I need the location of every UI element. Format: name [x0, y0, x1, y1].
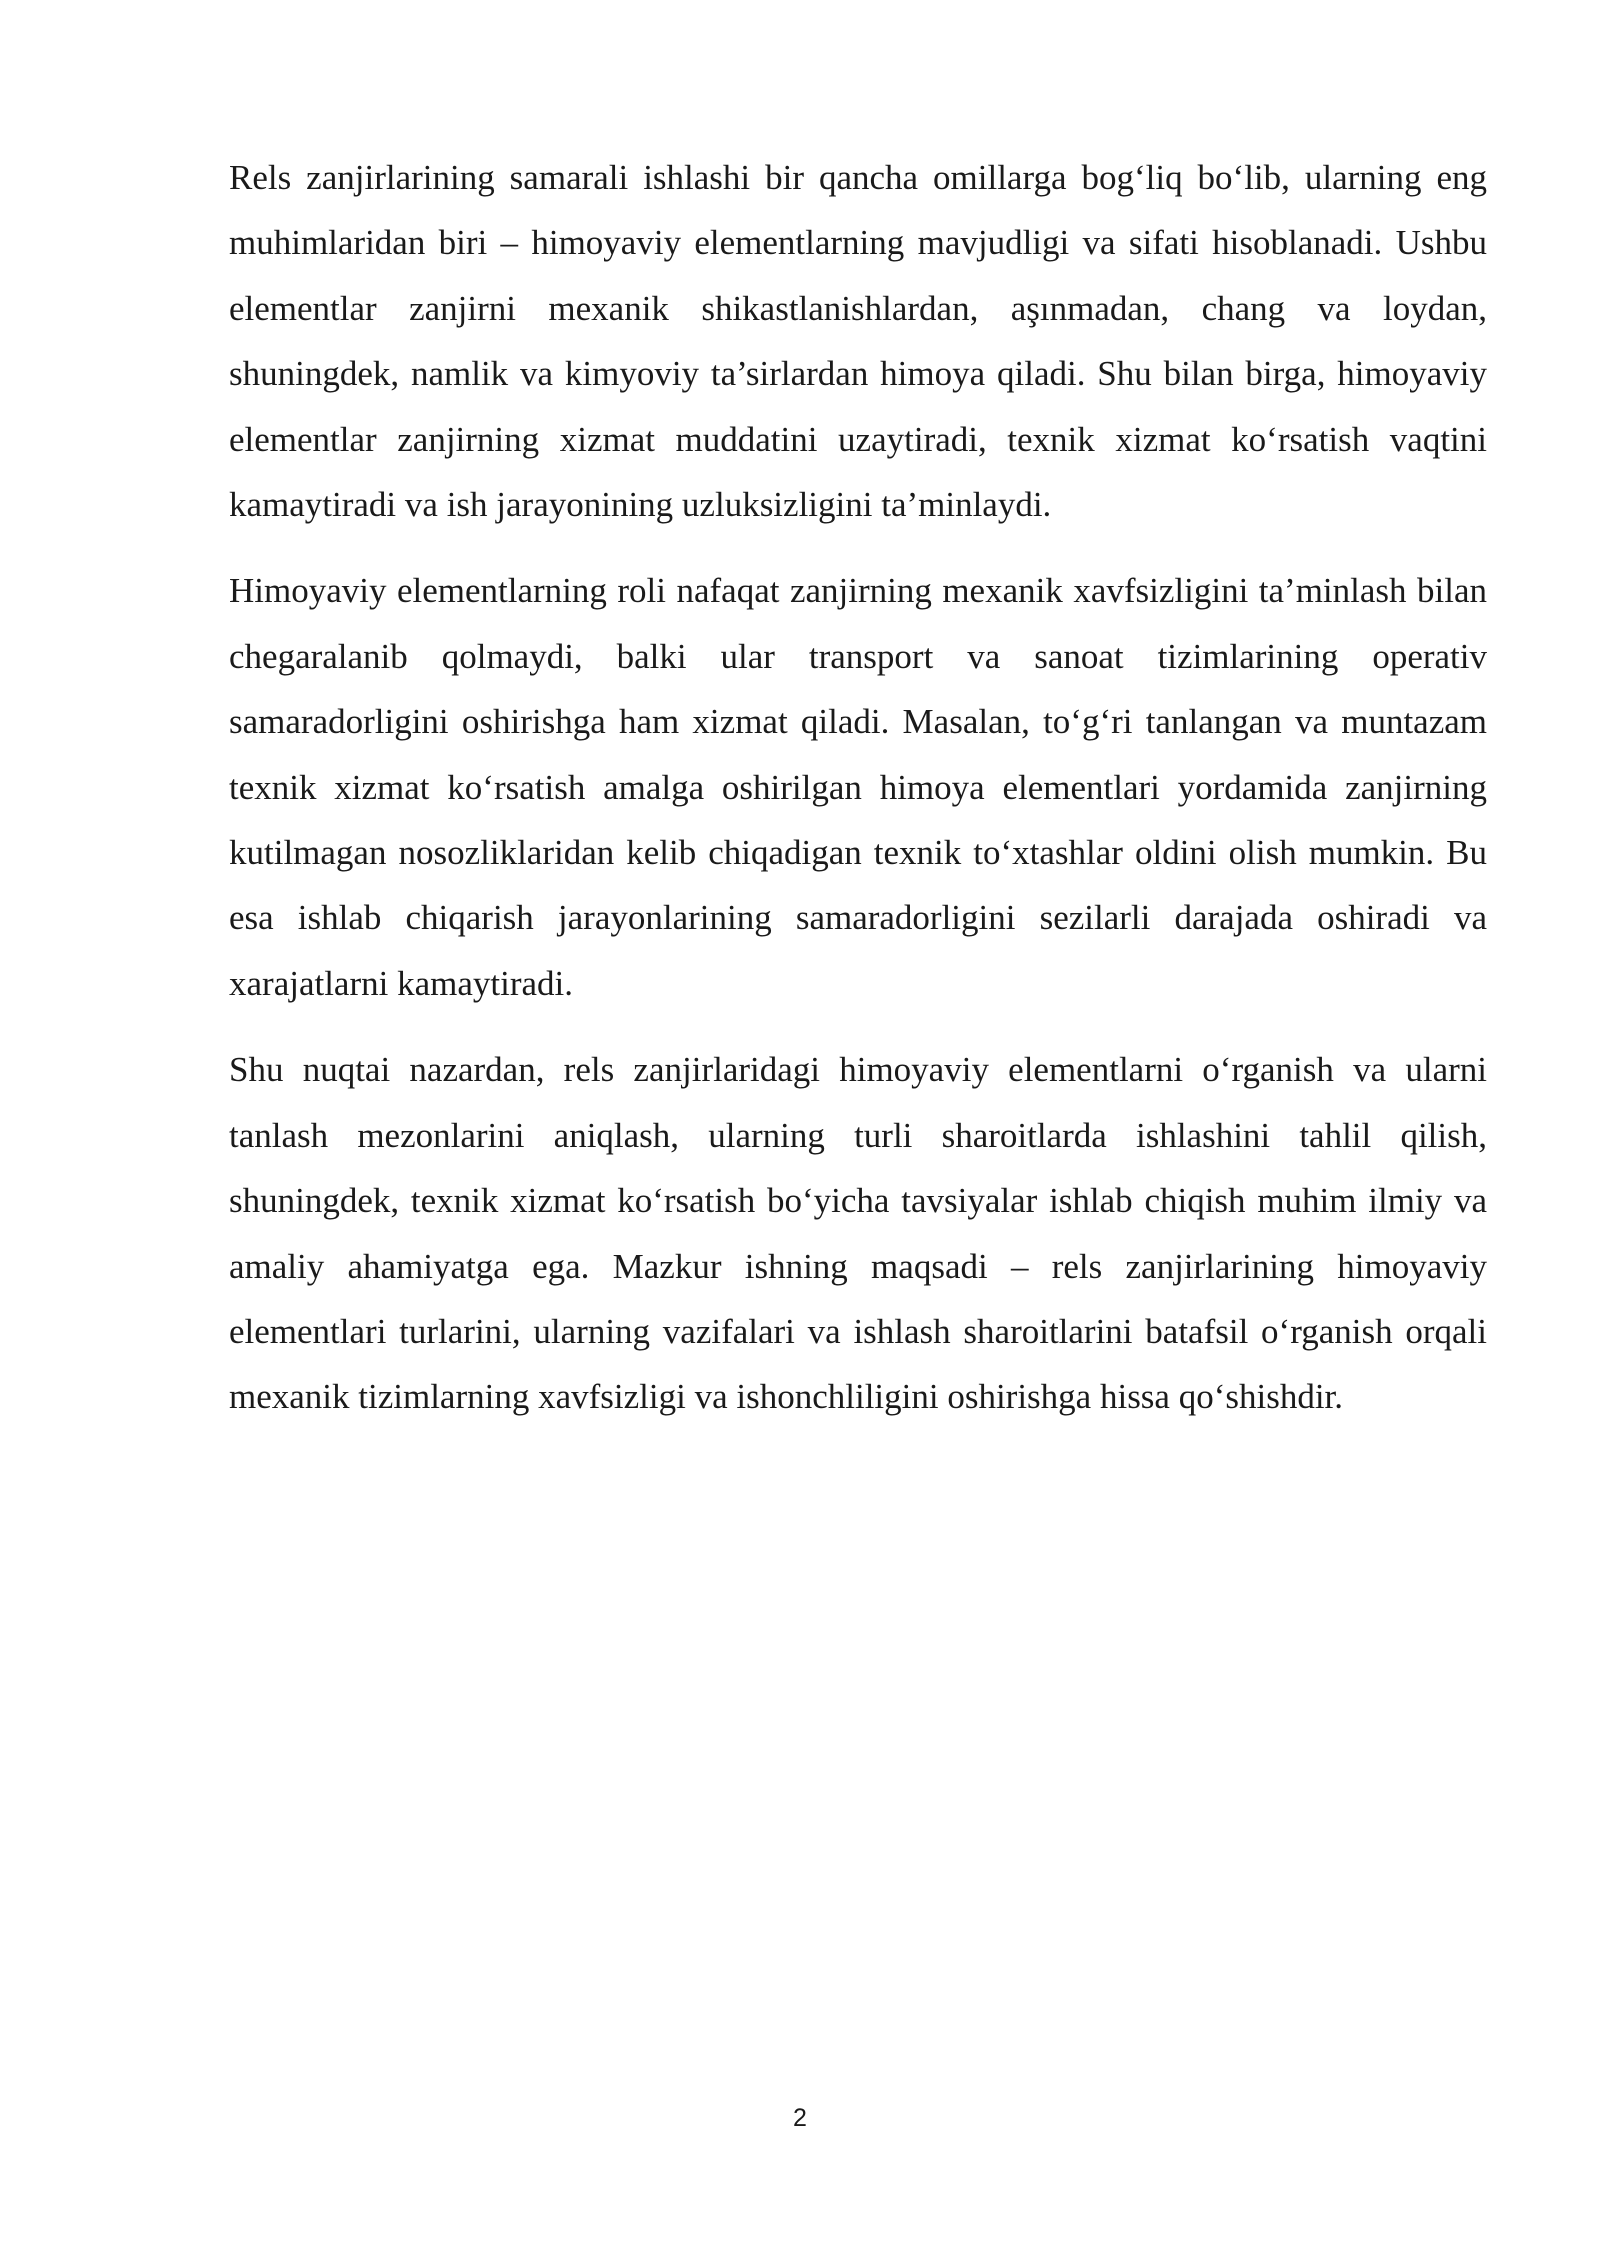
- page-number: 2: [793, 2104, 807, 2132]
- paragraph-3: Shu nuqtai nazardan, rels zanjirlaridagi himoyaviy elementlarni oʻrganish va ularni tanlash mezonlarini aniqlash, ularning turli sharoitlarda ishlashini tahlil qilish, shuningdek, texnik xizmat koʻrsatish boʻyicha tavsiyalar ishlab chiqish muhim ilmiy va amaliy ahamiyatga ega. Mazkur ishning maqsadi – rels zanjirlarining himoyaviy elementlari turlarini, ularning vazifalari va ishlash sharoitlarini batafsil oʻrganish orqali mexanik tizimlarning xavfsizligi va ishonchliligini oshirishga hissa qoʻshishdir.: [229, 1050, 1487, 1417]
- paragraph-2: Himoyaviy elementlarning roli nafaqat zanjirning mexanik xavfsizligini ta’minlash bilan chegaralanib qolmaydi, balki ular transport va sanoat tizimlarining operativ samaradorligini oshirishga ham xizmat qiladi. Masalan, toʻgʻri tanlangan va muntazam texnik xizmat koʻrsatish amalga oshirilgan himoya elementlari yordamida zanjirning kutilmagan nosozliklaridan kelib chiqadigan texnik toʻxtashlar oldini olish mumkin. Bu esa ishlab chiqarish jarayonlarining samaradorligini sezilarli darajada oshiradi va xarajatlarni kamaytiradi.: [229, 571, 1487, 1003]
- paragraph-1: Rels zanjirlarining samarali ishlashi bir qancha omillarga bogʻliq boʻlib, ularning eng muhimlaridan biri – himoyaviy elementlarning mavjudligi va sifati hisoblanadi. Ushbu elementlar zanjirni mexanik shikastlanishlardan, aşınmadan, chang va loydan, shuningdek, namlik va kimyoviy ta’sirlardan himoya qiladi. Shu bilan birga, himoyaviy elementlar zanjirning xizmat muddatini uzaytiradi, texnik xizmat koʻrsatish vaqtini kamaytiradi va ish jarayonining uzluksizligini ta’minlaydi.: [229, 158, 1487, 525]
- document-body: [229, 145, 1487, 1451]
